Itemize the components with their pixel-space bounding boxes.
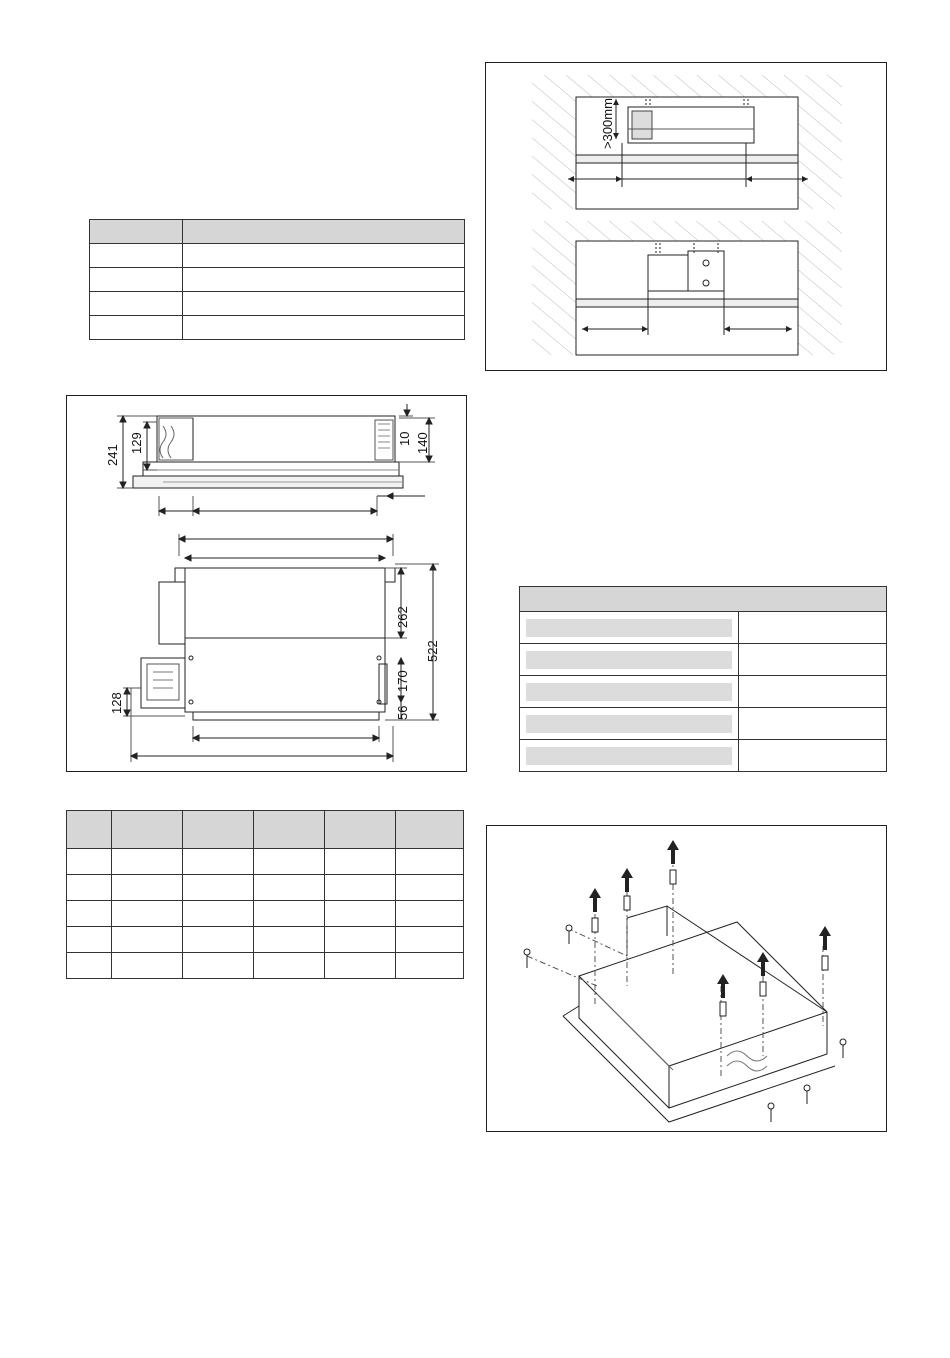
clearance-drawing (486, 63, 888, 372)
table-header-row (520, 587, 887, 612)
mounting-drawing-frame (486, 825, 887, 1132)
dim-128: 128 (109, 692, 124, 714)
table-header-row (67, 811, 464, 849)
dimension-drawing-frame (66, 395, 467, 772)
table-row (67, 849, 464, 875)
dim-170: 170 (395, 670, 410, 692)
table-row (67, 875, 464, 901)
table-row (520, 676, 887, 708)
mounting-drawing (487, 826, 888, 1133)
dim-241: 241 (105, 444, 120, 466)
dimension-table (66, 810, 464, 979)
clearance-drawing-frame (485, 62, 887, 371)
dim-262: 262 (395, 606, 410, 628)
table-row (67, 901, 464, 927)
table-row (90, 244, 465, 268)
table-row (90, 292, 465, 316)
dim-129: 129 (129, 432, 144, 454)
table-row (90, 268, 465, 292)
table-row (67, 953, 464, 979)
min-distance-label: >300mm (600, 98, 615, 149)
table-header-cell (90, 220, 183, 244)
table-row (520, 644, 887, 676)
dim-140: 140 (415, 432, 430, 454)
dimension-drawing (67, 396, 468, 773)
table-row (90, 316, 465, 340)
dim-10: 10 (397, 431, 412, 446)
spec-table (519, 586, 887, 772)
model-table (89, 219, 465, 340)
dim-522: 522 (425, 640, 440, 662)
table-row (520, 612, 887, 644)
table-header-cell (183, 220, 465, 244)
table-row (520, 740, 887, 772)
dim-56: 56 (395, 705, 410, 720)
table-row (520, 708, 887, 740)
table-header-row (90, 220, 465, 244)
table-row (67, 927, 464, 953)
